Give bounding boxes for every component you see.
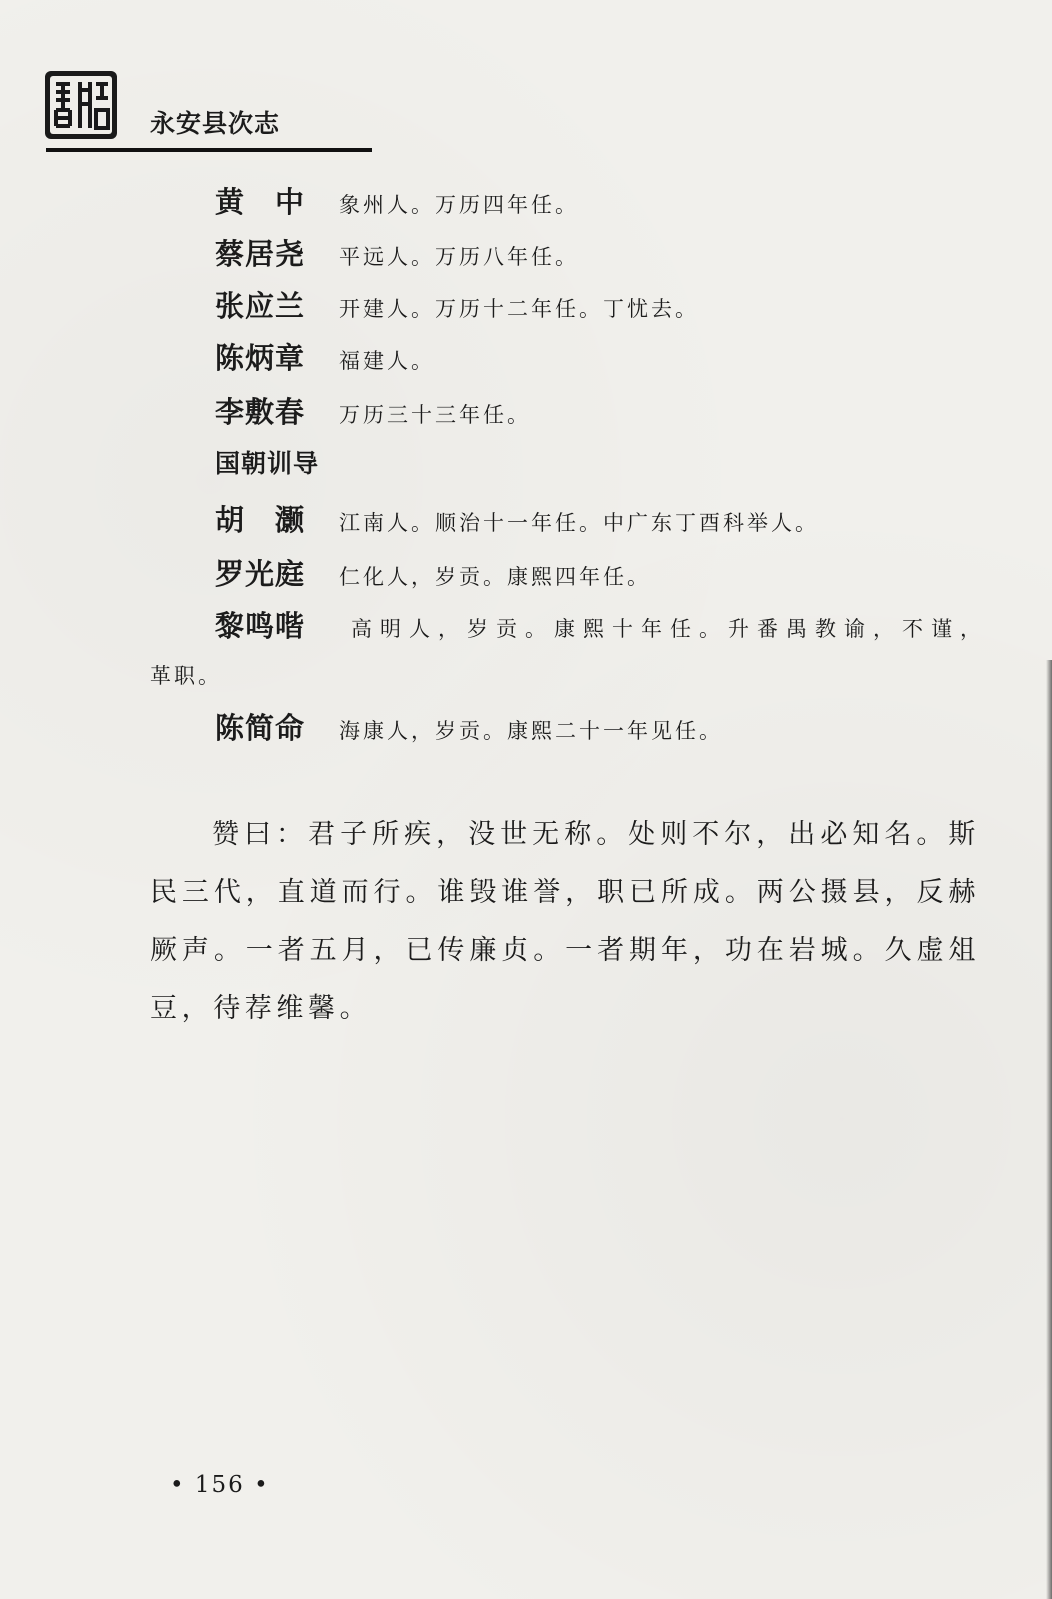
- official-entry: [215, 552, 651, 592]
- official-description-continuation: 革职。: [150, 664, 222, 688]
- official-description: 江南人。顺治十一年任。中广东丁酉科举人。: [339, 511, 819, 535]
- official-name: 陈炳章: [215, 341, 306, 375]
- official-entry: [215, 604, 989, 644]
- official-entry: [215, 336, 435, 376]
- official-entry: [215, 284, 699, 324]
- official-entry: [215, 390, 531, 430]
- official-description: 福建人。: [339, 349, 435, 373]
- header-title: 永安县次志: [150, 109, 281, 138]
- official-name: 张应兰: [215, 289, 306, 323]
- eulogy-paragraph: 赞曰：君子所疾，没世无称。处则不尔，出必知名。斯民三代，直道而行。谁毁谁誉，职已所成。两公摄县，反赫厥声。一者五月，已传廉贞。一者期年，功在岩城。久虚俎豆，待荐维馨。: [150, 819, 980, 1024]
- official-name: 李敷春: [215, 395, 306, 429]
- header-rule: [46, 148, 372, 152]
- official-description: 开建人。万历十二年任。丁忧去。: [339, 297, 699, 321]
- official-name: 黄 中: [215, 185, 306, 219]
- page-edge-shadow: [1046, 660, 1052, 1599]
- section-heading: 国朝训导: [215, 449, 320, 478]
- official-entry: [215, 498, 819, 538]
- official-entry: [215, 706, 723, 746]
- official-description: 万历三十三年任。: [339, 403, 531, 427]
- official-description: 高明人，岁贡。康熙十年任。升番禺教谕，不谨，: [351, 617, 989, 641]
- official-entry: [215, 180, 579, 220]
- official-description: 仁化人，岁贡。康熙四年任。: [339, 565, 651, 589]
- official-name: 黎鸣喈: [215, 609, 306, 643]
- official-entry: [215, 232, 579, 272]
- official-description: 象州人。万历四年任。: [339, 193, 579, 217]
- page-number: • 156 •: [170, 1472, 270, 1498]
- official-description: 平远人。万历八年任。: [339, 245, 579, 269]
- official-name: 蔡居尧: [215, 237, 306, 271]
- official-name: 陈简命: [215, 711, 306, 745]
- official-name: 胡 灏: [215, 503, 306, 537]
- official-description: 海康人，岁贡。康熙二十一年见任。: [339, 719, 723, 743]
- seal-stamp-icon: [44, 70, 118, 140]
- official-name: 罗光庭: [215, 557, 306, 591]
